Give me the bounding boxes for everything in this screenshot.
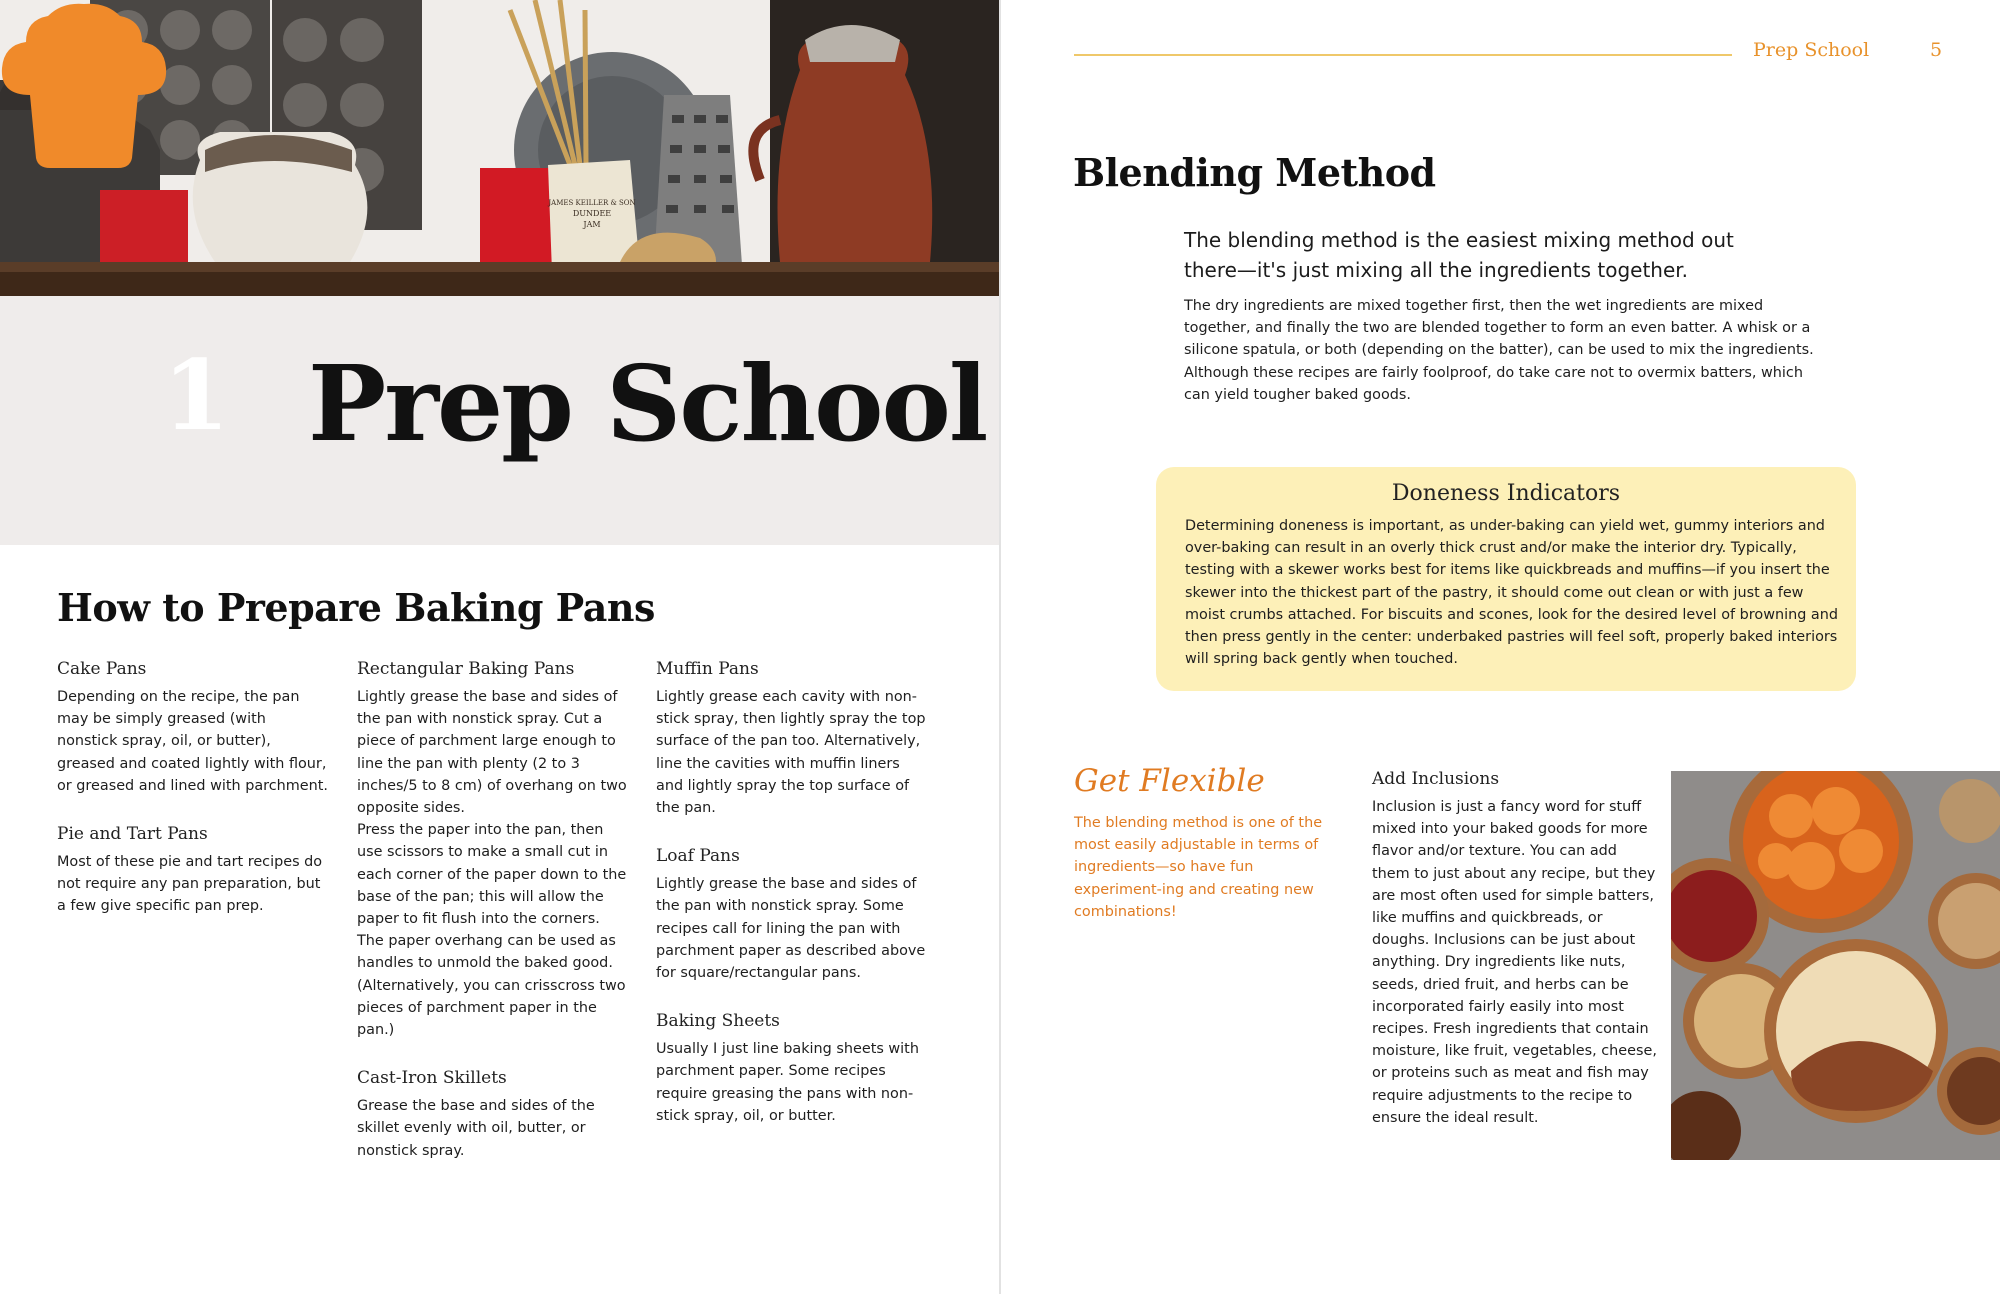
jar-label-line2: DUNDEE <box>572 209 612 218</box>
pan-block-loaf <box>656 845 928 984</box>
inclusions-block <box>1372 768 1657 1129</box>
page-title: Blending Method <box>1073 150 1436 195</box>
pan-text: Lightly grease the base and sides of the pan with nonstick spray. Cut a piece of parchment large enough to line the pan with plenty (2 to 3 inches/5 to 8 cm) of overhang on two opposite sides. <box>357 689 627 817</box>
hero-photo-kitchen-shelf <box>0 0 1000 545</box>
pan-block-cake <box>57 658 329 797</box>
pan-heading: Pie and Tart Pans <box>57 824 208 845</box>
pan-heading: Cast-Iron Skillets <box>357 1068 507 1089</box>
section-title: How to Prepare Baking Pans <box>57 585 655 630</box>
right-page <box>1001 0 2000 1294</box>
chapter-number: 1 <box>162 339 230 452</box>
pan-column-1 <box>57 658 329 944</box>
chapter-title: Prep School <box>308 342 987 465</box>
lead-paragraph: The blending method is the easiest mixing method out there—it's just mixing all the ingredients together. <box>1184 228 1734 282</box>
pan-block-rectangular <box>357 658 629 1041</box>
jar-label-line3: JAM <box>583 220 601 229</box>
header-rule <box>1074 54 1732 56</box>
pan-block-baking-sheets <box>656 1010 928 1127</box>
pan-text: Grease the base and sides of the skillet evenly with oil, butter, or nonstick spray. <box>357 1098 595 1159</box>
pan-heading: Rectangular Baking Pans <box>357 659 575 679</box>
pan-text: Usually I just line baking sheets with parchment paper. Some recipes require greasing the pans with non-stick spray, oil, or butter. <box>656 1041 919 1124</box>
pan-column-3 <box>656 658 928 1153</box>
callout-title: Doneness Indicators <box>1391 481 1621 506</box>
pan-block-pie-tart <box>57 823 329 918</box>
inclusions-text: Inclusion is just a fancy word for stuff mixed into your baked goods for more flavor and/or texture. You can add them to just about any recipe, but they are most often used for simple batters, like muffins and quickbreads, or doughs. Inclusions can be just about anything. Dry ingredients like nuts, seeds, dried fruit, and herbs can be incorporated fairly easily into most recipes. Fresh ingredients that contain moisture, like fruit, vegetables, cheese, or proteins such as meat and fish may require adjustments to the recipe to ensure the ideal result. <box>1372 799 1657 1126</box>
pan-text: Most of these pie and tart recipes do not require any pan preparation, but a few give specific pan prep. <box>57 854 323 915</box>
callout-body-wrap <box>1185 515 1845 670</box>
cupcake-chapter-badge-icon <box>0 0 168 172</box>
get-flexible-title: Get Flexible <box>1074 763 1265 799</box>
doneness-callout <box>1156 467 1856 691</box>
body-paragraph: The dry ingredients are mixed together first, then the wet ingredients are mixed together, and finally the two are blended together to form an even batter. A whisk or a silicone spatula, or both (depending on the batter), can be used to mix the ingredients. Although these recipes are fairly foolproof, do take care not to overmix batters, which can yield tougher baked goods. <box>1184 298 1814 403</box>
pan-text: Depending on the recipe, the pan may be simply greased (with nonstick spray, oil, or butter), greased and coated lightly with flour, or greased and lined with parchment. <box>57 689 328 794</box>
page-number: 5 <box>1930 39 1943 61</box>
pan-text: Lightly grease each cavity with non-stick spray, then lightly spray the top surface of the pan too. Alternatively, line the cavities with muffin liners and lightly spray the top surface of the pan. <box>656 689 926 817</box>
nuts-and-dried-fruit-photo <box>1671 771 2000 1160</box>
get-flexible-text: The blending method is one of the most easily adjustable in terms of ingredients—so have fun experiment-ing and creating new combinations! <box>1074 815 1323 920</box>
pan-text-continued: Press the paper into the pan, then use scissors to make a small cut in each corner of the paper down to the base of the pan; this will allow the paper to fit flush into the corners. The paper overhang can be used as handles to unmold the baked good. (Alternatively, you can crisscross two pieces of parchment paper in the pan.) <box>357 822 627 1039</box>
callout-body: Determining doneness is important, as under-baking can yield wet, gummy interiors and over-baking can result in an overly thick crust and/or make the interior dry. Typically, testing with a skewer works best for items like quickbreads and muffins—if you insert the skewer into the thickest part of the pastry, it should come out clean or with just a few moist crumbs attached. For biscuits and scones, look for the desired level of browning and then press gently in the center: underbaked pastries will feel soft, properly baked interiors will spring back gently when touched. <box>1185 518 1839 668</box>
pan-heading: Muffin Pans <box>656 659 759 679</box>
running-header: Prep School <box>1753 39 1870 61</box>
body-paragraph-wrap <box>1184 295 1824 406</box>
pan-heading: Baking Sheets <box>656 1011 780 1032</box>
jar-label-line1: JAMES KEILLER & SON <box>548 199 636 207</box>
inclusions-title: Add Inclusions <box>1372 769 1500 789</box>
pan-column-2 <box>357 658 629 1188</box>
pan-heading: Loaf Pans <box>656 846 740 867</box>
pan-heading: Cake Pans <box>57 659 147 679</box>
nut-bowls-illustration <box>1671 771 2000 1160</box>
pan-block-cast-iron <box>357 1067 629 1162</box>
pan-text: Lightly grease the base and sides of the pan with nonstick spray. Some recipes call for lining the pan with parchment paper as described above for square/rectangular pans. <box>656 876 926 982</box>
pan-block-muffin <box>656 658 928 819</box>
